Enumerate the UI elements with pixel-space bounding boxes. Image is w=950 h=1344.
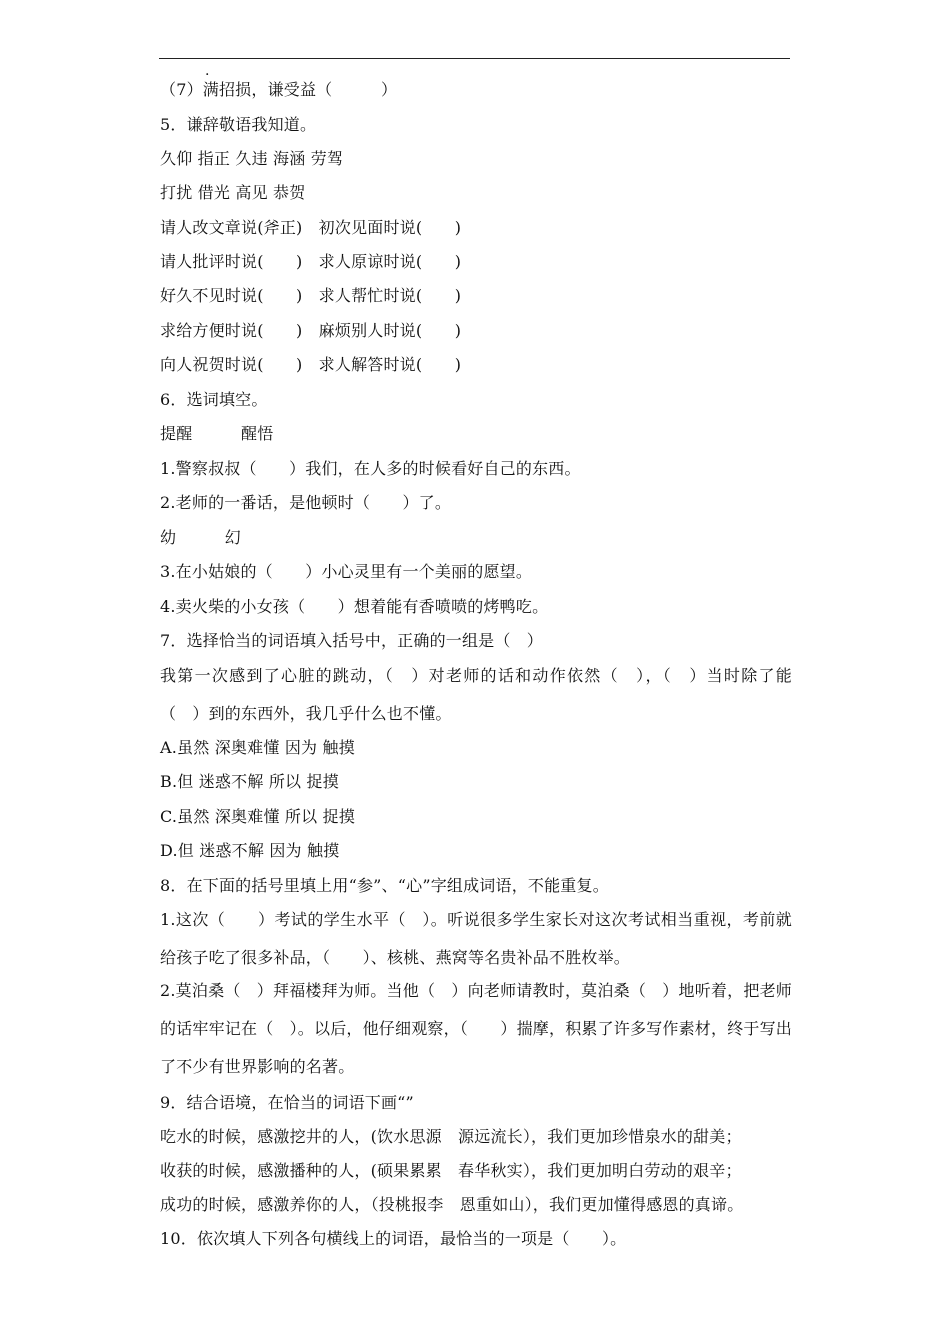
q7-option-b: B.但 迷惑不解 所以 捉摸 [160,772,339,791]
q6-sentence-3: 3.在小姑娘的（ ）小心灵里有一个美丽的愿望。 [160,562,533,581]
q5-word-bank-2: 打扰 借光 高见 恭贺 [160,183,306,202]
q5-row-2: 请人批评时说( ) 求人原谅时说( ) [160,252,462,271]
q5-word-bank-1: 久仰 指正 久违 海涵 劳驾 [160,149,344,168]
header-rule [159,58,790,59]
q6-sentence-4: 4.卖火柴的小女孩（ ）想着能有香喷喷的烤鸭吃。 [160,597,549,616]
q6-sentence-1: 1.警察叔叔（ ）我们，在人多的时候看好自己的东西。 [160,459,581,478]
q5-title: 5．谦辞敬语我知道。 [160,115,317,134]
q5-row-1: 请人改文章说(斧正) 初次见面时说( ) [160,218,462,237]
q10-title: 10．依次填人下列各句横线上的词语，最恰当的一项是（ ）。 [160,1229,627,1248]
q7-body: 我第一次感到了心脏的跳动，（ ）对老师的话和动作依然（ ），（ ）当时除了能（ ）到的东西外，我几乎什么也不懂。 [160,666,792,723]
q5-row-3: 好久不见时说( ) 求人帮忙时说( ) [160,286,462,305]
q6-word-pair-2: 幼 幻 [160,528,242,547]
q8-paragraph-1: 1.这次（ ）考试的学生水平（ ）。听说很多学生家长对这次考试相当重视，考前就给孩子吃了很多补品，（ ）、核桃、燕窝等名贵补品不胜枚举。 [160,910,792,967]
q6-title: 6．选词填空。 [160,390,268,409]
q7-option-c: C.虽然 深奥难懂 所以 捉摸 [160,807,356,826]
q5-row-5: 向人祝贺时说( ) 求人解答时说( ) [160,355,462,374]
q5-row-4: 求给方便时说( ) 麻烦别人时说( ) [160,321,462,340]
q7-option-d: D.但 迷惑不解 因为 触摸 [160,841,340,860]
q6-word-pair-1: 提醒 醒悟 [160,424,274,443]
q8-title: 8．在下面的括号里填上用“参”、“心”字组成词语，不能重复。 [160,876,609,895]
q9-sentence-3: 成功的时候，感激养你的人，（投桃报李 恩重如山），我们更加懂得感恩的真谛。 [160,1195,744,1214]
q7-title: 7．选择恰当的词语填入括号中，正确的一组是（ ） [160,631,543,650]
q4-item-7: （7）满招损，谦受益（ ） [160,80,398,99]
q8-paragraph-2: 2.莫泊桑（ ）拜福楼拜为师。当他（ ）向老师请教时，莫泊桑（ ）地听着，把老师的话牢牢记在（ ）。以后，他仔细观察，（ ）揣摩，积累了许多写作素材，终于写出了不少有世界影响的名著。 [160,981,793,1076]
q9-title: 9．结合语境，在恰当的词语下画“” [160,1093,414,1112]
header-mark: . [205,63,210,79]
q6-sentence-2: 2.老师的一番话，是他顿时（ ）了。 [160,493,452,512]
q7-option-a: A.虽然 深奥难懂 因为 触摸 [160,738,355,757]
q9-sentence-2: 收获的时候，感激播种的人，(硕果累累 春华秋实），我们更加明白劳动的艰辛； [160,1161,742,1180]
q9-sentence-1: 吃水的时候，感激挖井的人，(饮水思源 源远流长），我们更加珍惜泉水的甜美； [160,1127,742,1146]
